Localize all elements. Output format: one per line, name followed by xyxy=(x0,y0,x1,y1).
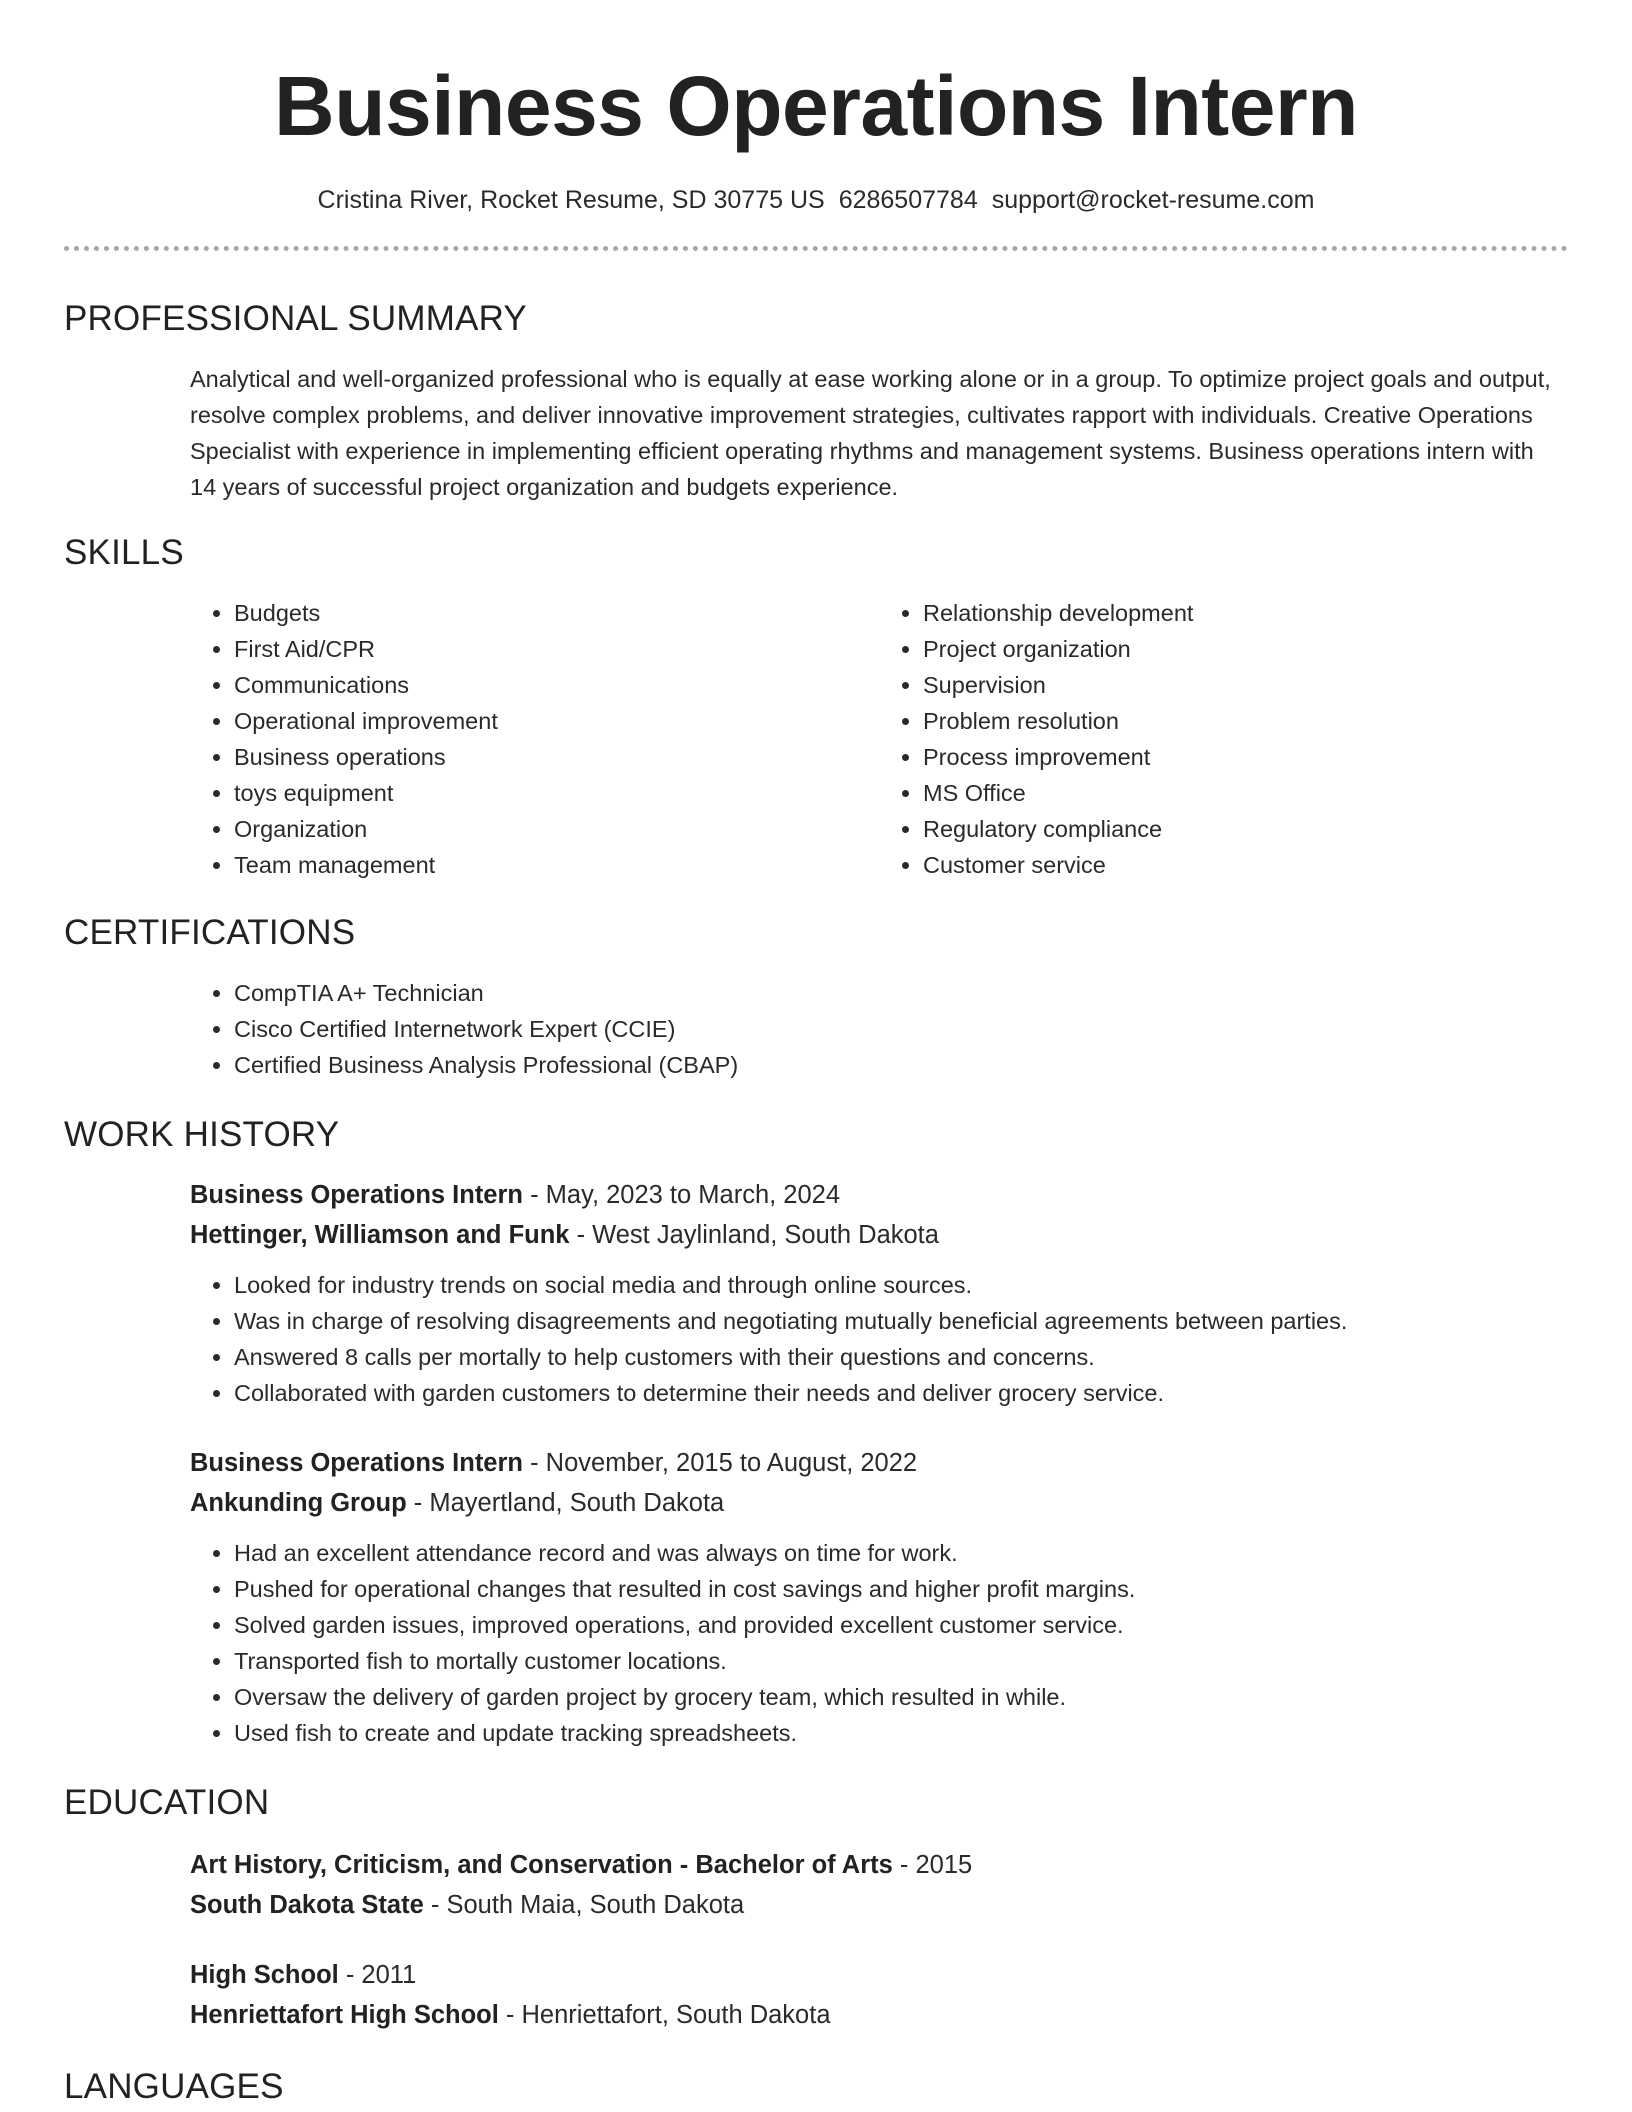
job-bullets xyxy=(190,1267,1568,1411)
job-title-line xyxy=(190,1443,1568,1483)
degree-line xyxy=(190,1955,1568,1995)
job-bullets xyxy=(190,1535,1568,1751)
list-item: • Had an excellent attendance record and was always on time for work. xyxy=(234,1535,1568,1571)
list-item: • Oversaw the delivery of garden project by grocery team, which resulted in while. xyxy=(234,1679,1568,1715)
list-item: • Relationship development xyxy=(923,595,1568,631)
job-company-line xyxy=(190,1215,1568,1255)
list-item: • Customer service xyxy=(923,847,1568,883)
summary-section xyxy=(190,361,1568,505)
list-item: • Project organization xyxy=(923,631,1568,667)
list-item: • Organization xyxy=(234,811,879,847)
list-item: • Pushed for operational changes that resulted in cost savings and higher profit margins. xyxy=(234,1571,1568,1607)
section-heading-education: EDUCATION xyxy=(64,1783,270,1822)
school-name: South Dakota State xyxy=(190,1891,424,1919)
section-heading-certifications: CERTIFICATIONS xyxy=(64,913,356,952)
list-item: • Transported fish to mortally customer locations. xyxy=(234,1643,1568,1679)
school-location: - Henriettafort, South Dakota xyxy=(498,2001,831,2029)
list-item: • Business operations xyxy=(234,739,879,775)
candidate-name: Business Operations Intern xyxy=(274,59,1358,153)
job-title: Business Operations Intern xyxy=(190,1449,523,1477)
header-divider xyxy=(64,246,1568,251)
summary-text: Analytical and well-organized professional who is equally at ease working alone or in a group. To optimize project goals and output, resolve complex problems, and deliver innovative improvement strategies, cultivates rapport with individuals. Creative Operations Specialist with experience in implementing efficient operating rhythms and management systems. Business operations intern with 14 years of successful project organization and budgets experience. xyxy=(190,366,1551,500)
school-line xyxy=(190,1885,1568,1925)
section-heading-summary: PROFESSIONAL SUMMARY xyxy=(64,299,527,338)
list-item: • Supervision xyxy=(923,667,1568,703)
degree-name: High School xyxy=(190,1961,339,1989)
job-company: Hettinger, Williamson and Funk xyxy=(190,1221,570,1249)
section-heading-languages: LANGUAGES xyxy=(64,2067,284,2106)
job-entry xyxy=(190,1443,1568,1751)
list-item: • Looked for industry trends on social media and through online sources. xyxy=(234,1267,1568,1303)
job-company: Ankunding Group xyxy=(190,1489,407,1517)
list-item: • Collaborated with garden customers to determine their needs and deliver grocery service. xyxy=(234,1375,1568,1411)
job-entry xyxy=(190,1175,1568,1411)
list-item: • Operational improvement xyxy=(234,703,879,739)
job-dates: - May, 2023 to March, 2024 xyxy=(523,1181,841,1209)
degree-year: - 2011 xyxy=(338,1961,417,1989)
education-entry xyxy=(190,1955,1568,2035)
certifications-list xyxy=(190,975,1568,1083)
job-location: - Mayertland, South Dakota xyxy=(406,1489,725,1517)
school-name: Henriettafort High School xyxy=(190,2001,499,2029)
section-heading-skills: SKILLS xyxy=(64,533,184,572)
skills-column-right xyxy=(879,595,1568,883)
degree-line xyxy=(190,1845,1568,1885)
list-item: • First Aid/CPR xyxy=(234,631,879,667)
job-company-line xyxy=(190,1483,1568,1523)
list-item: • Certified Business Analysis Professional (CBAP) xyxy=(234,1047,1568,1083)
list-item: • CompTIA A+ Technician xyxy=(234,975,1568,1011)
job-dates: - November, 2015 to August, 2022 xyxy=(523,1449,918,1477)
list-item: • Regulatory compliance xyxy=(923,811,1568,847)
school-line xyxy=(190,1995,1568,2035)
degree-name: Art History, Criticism, and Conservation - Bachelor of Arts xyxy=(190,1851,893,1879)
list-item: • Team management xyxy=(234,847,879,883)
list-item: • Process improvement xyxy=(923,739,1568,775)
list-item: • Cisco Certified Internetwork Expert (CCIE) xyxy=(234,1011,1568,1047)
degree-year: - 2015 xyxy=(892,1851,973,1879)
list-item: • toys equipment xyxy=(234,775,879,811)
skills-column-left xyxy=(190,595,879,883)
school-location: - South Maia, South Dakota xyxy=(423,1891,745,1919)
list-item: • Answered 8 calls per mortally to help customers with their questions and concerns. xyxy=(234,1339,1568,1375)
list-item: • Was in charge of resolving disagreements and negotiating mutually beneficial agreements between parties. xyxy=(234,1303,1568,1339)
education-entry xyxy=(190,1845,1568,1925)
skills-list xyxy=(190,595,1568,883)
job-location: - West Jaylinland, South Dakota xyxy=(569,1221,939,1249)
section-heading-work-history: WORK HISTORY xyxy=(64,1115,340,1154)
certifications-section xyxy=(190,975,1568,1083)
job-title: Business Operations Intern xyxy=(190,1181,523,1209)
contact-line xyxy=(64,184,1568,216)
list-item: • Used fish to create and update tracking spreadsheets. xyxy=(234,1715,1568,1751)
contact-email: support@rocket-resume.com xyxy=(991,186,1315,214)
list-item: • Problem resolution xyxy=(923,703,1568,739)
job-title-line xyxy=(190,1175,1568,1215)
list-item: • MS Office xyxy=(923,775,1568,811)
list-item: • Communications xyxy=(234,667,879,703)
contact-phone: 6286507784 xyxy=(838,186,978,214)
list-item: • Budgets xyxy=(234,595,879,631)
list-item: • Solved garden issues, improved operations, and provided excellent customer service. xyxy=(234,1607,1568,1643)
contact-address: Cristina River, Rocket Resume, SD 30775 US xyxy=(317,186,825,214)
